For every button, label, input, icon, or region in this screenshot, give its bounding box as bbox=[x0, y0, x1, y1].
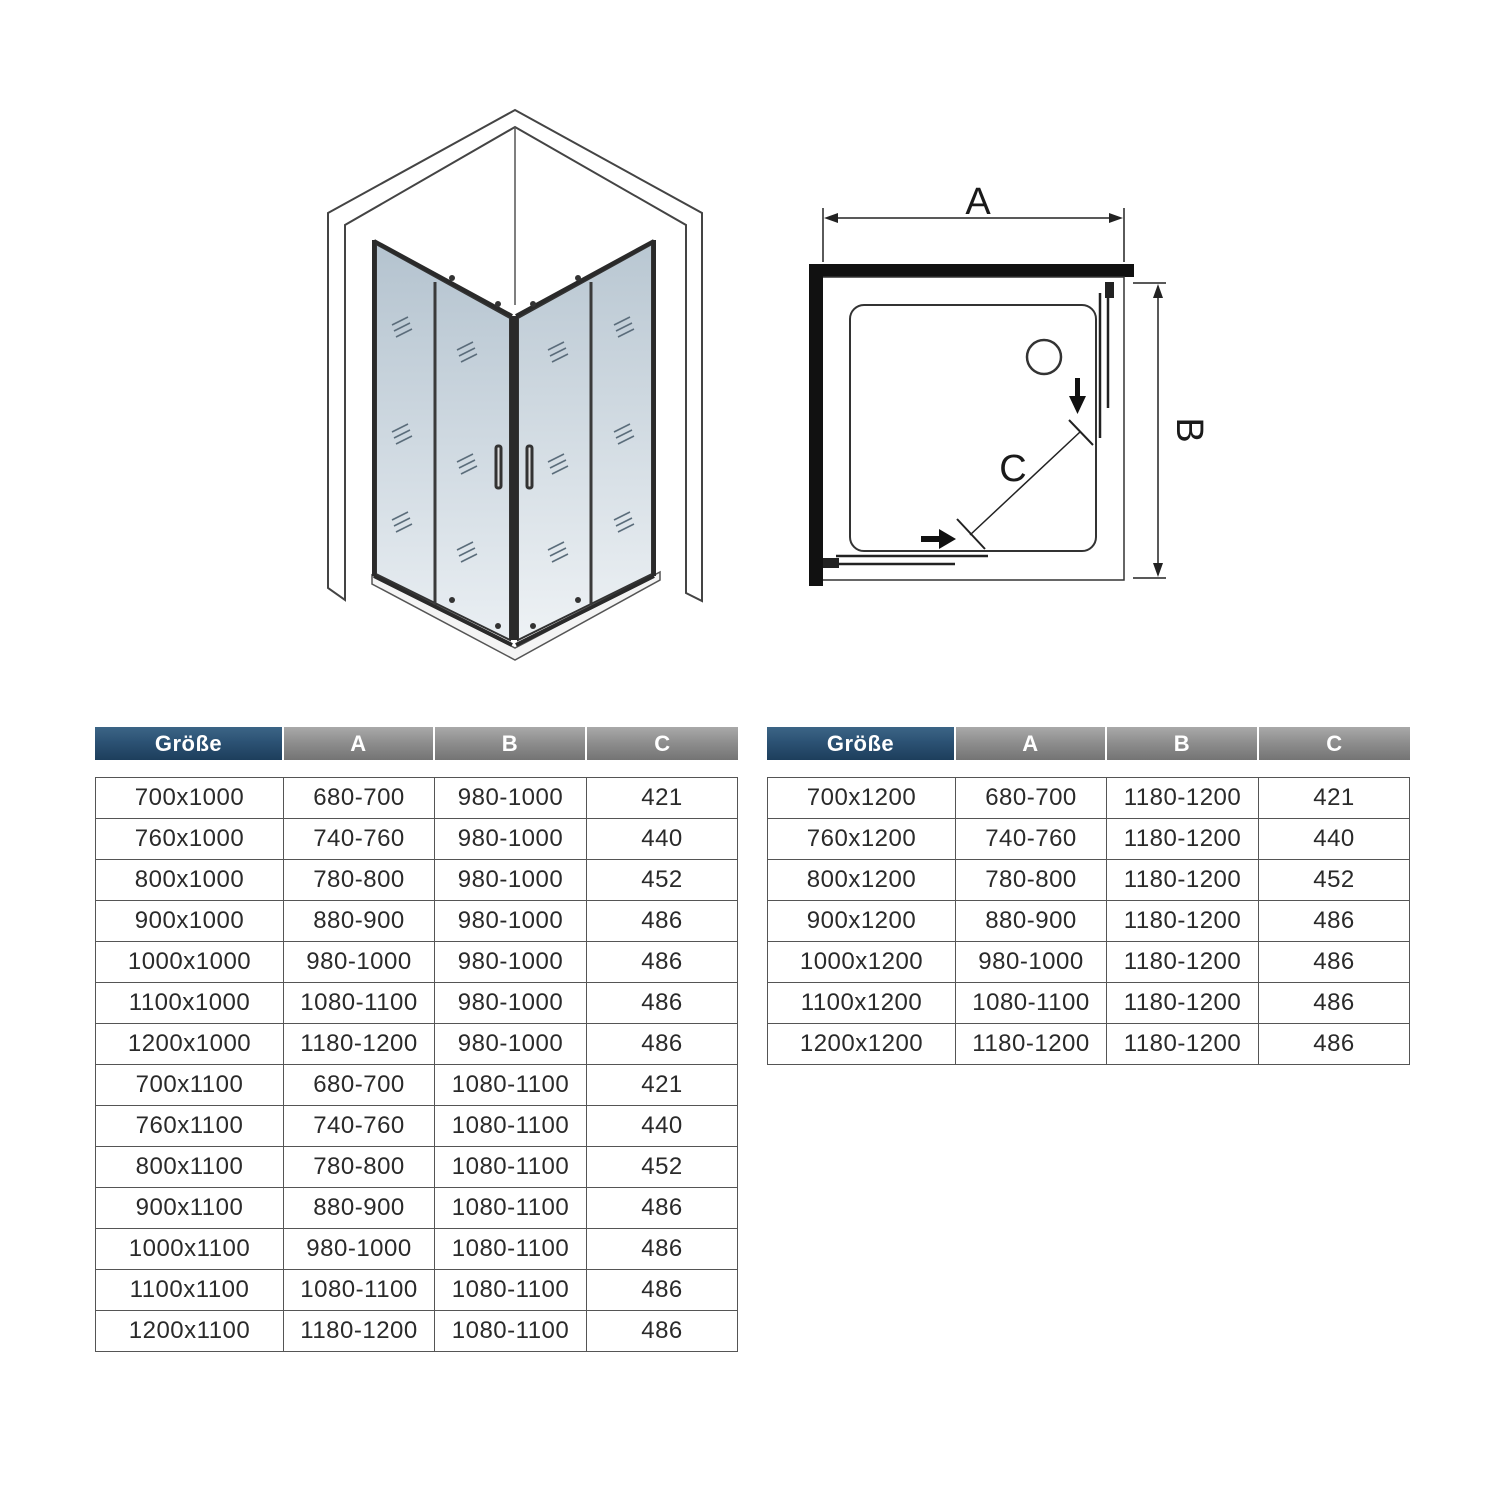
b-cell: 1180-1200 bbox=[1107, 1024, 1259, 1065]
c-cell: 486 bbox=[587, 901, 738, 942]
c-cell: 440 bbox=[587, 819, 738, 860]
c-cell: 486 bbox=[1259, 901, 1410, 942]
c-cell: 486 bbox=[587, 1188, 738, 1229]
table-row bbox=[767, 901, 1410, 942]
size-cell: 900x1000 bbox=[95, 901, 284, 942]
b-cell: 1080-1100 bbox=[435, 1065, 587, 1106]
c-cell: 421 bbox=[1259, 777, 1410, 819]
b-cell: 1080-1100 bbox=[435, 1270, 587, 1311]
header-c: C bbox=[587, 727, 738, 760]
back-wall bbox=[809, 264, 1134, 277]
c-cell: 452 bbox=[587, 1147, 738, 1188]
a-cell: 1180-1200 bbox=[284, 1024, 435, 1065]
a-cell: 680-700 bbox=[284, 777, 435, 819]
c-cell: 486 bbox=[1259, 942, 1410, 983]
header-b: B bbox=[435, 727, 587, 760]
table-row bbox=[95, 901, 738, 942]
table-row bbox=[767, 860, 1410, 901]
a-cell: 740-760 bbox=[284, 819, 435, 860]
c-cell: 486 bbox=[1259, 1024, 1410, 1065]
b-cell: 980-1000 bbox=[435, 901, 587, 942]
size-cell: 1100x1100 bbox=[95, 1270, 284, 1311]
dimension-b bbox=[1133, 283, 1166, 578]
a-cell: 680-700 bbox=[284, 1065, 435, 1106]
c-cell: 486 bbox=[587, 1270, 738, 1311]
opening-arrow-right-icon bbox=[921, 529, 956, 549]
size-table-1200 bbox=[767, 727, 1410, 1065]
table-spacer bbox=[95, 760, 738, 777]
a-cell: 980-1000 bbox=[284, 1229, 435, 1270]
a-cell: 780-800 bbox=[284, 1147, 435, 1188]
perspective-view bbox=[328, 110, 702, 660]
a-cell: 1180-1200 bbox=[956, 1024, 1107, 1065]
a-cell: 780-800 bbox=[284, 860, 435, 901]
size-cell: 1000x1000 bbox=[95, 942, 284, 983]
a-cell: 1080-1100 bbox=[956, 983, 1107, 1024]
c-cell: 421 bbox=[587, 1065, 738, 1106]
b-cell: 1080-1100 bbox=[435, 1188, 587, 1229]
size-cell: 1200x1100 bbox=[95, 1311, 284, 1352]
size-cell: 900x1100 bbox=[95, 1188, 284, 1229]
b-cell: 1180-1200 bbox=[1107, 983, 1259, 1024]
size-cell: 800x1200 bbox=[767, 860, 956, 901]
b-cell: 980-1000 bbox=[435, 819, 587, 860]
table-row bbox=[95, 983, 738, 1024]
b-cell: 1180-1200 bbox=[1107, 860, 1259, 901]
a-cell: 740-760 bbox=[956, 819, 1107, 860]
table-spacer-cell bbox=[767, 760, 1410, 777]
c-cell: 486 bbox=[587, 942, 738, 983]
size-cell: 1100x1200 bbox=[767, 983, 956, 1024]
b-cell: 1080-1100 bbox=[435, 1147, 587, 1188]
tray-basin bbox=[850, 305, 1096, 551]
b-cell: 1180-1200 bbox=[1107, 819, 1259, 860]
a-cell: 740-760 bbox=[284, 1106, 435, 1147]
header-size: Größe bbox=[95, 727, 284, 760]
table-row bbox=[95, 1106, 738, 1147]
header-c: C bbox=[1259, 727, 1410, 760]
size-cell: 1100x1000 bbox=[95, 983, 284, 1024]
size-table-1000-1100 bbox=[95, 727, 738, 1352]
table-row bbox=[767, 819, 1410, 860]
side-wall bbox=[809, 264, 823, 586]
b-cell: 980-1000 bbox=[435, 1024, 587, 1065]
c-cell: 452 bbox=[1259, 860, 1410, 901]
b-cell: 980-1000 bbox=[435, 983, 587, 1024]
b-cell: 1180-1200 bbox=[1107, 942, 1259, 983]
a-cell: 680-700 bbox=[956, 777, 1107, 819]
size-cell: 760x1100 bbox=[95, 1106, 284, 1147]
size-cell: 700x1100 bbox=[95, 1065, 284, 1106]
a-cell: 980-1000 bbox=[284, 942, 435, 983]
table-row bbox=[95, 1270, 738, 1311]
c-cell: 486 bbox=[1259, 983, 1410, 1024]
b-cell: 1080-1100 bbox=[435, 1106, 587, 1147]
a-cell: 780-800 bbox=[956, 860, 1107, 901]
b-cell: 1080-1100 bbox=[435, 1311, 587, 1352]
a-cell: 1080-1100 bbox=[284, 983, 435, 1024]
c-cell: 486 bbox=[587, 1024, 738, 1065]
table-row bbox=[95, 860, 738, 901]
c-cell: 486 bbox=[587, 983, 738, 1024]
size-cell: 1200x1000 bbox=[95, 1024, 284, 1065]
a-cell: 980-1000 bbox=[956, 942, 1107, 983]
header-b: B bbox=[1107, 727, 1259, 760]
c-cell: 452 bbox=[587, 860, 738, 901]
table-row bbox=[95, 1024, 738, 1065]
tray-outline bbox=[823, 277, 1124, 580]
a-cell: 880-900 bbox=[956, 901, 1107, 942]
c-cell: 440 bbox=[1259, 819, 1410, 860]
b-cell: 1180-1200 bbox=[1107, 777, 1259, 819]
table-header-row bbox=[767, 727, 1410, 760]
table-row bbox=[767, 942, 1410, 983]
table-row bbox=[95, 777, 738, 819]
c-cell: 421 bbox=[587, 777, 738, 819]
size-cell: 1000x1100 bbox=[95, 1229, 284, 1270]
table-row bbox=[95, 1147, 738, 1188]
b-cell: 1080-1100 bbox=[435, 1229, 587, 1270]
c-cell: 440 bbox=[587, 1106, 738, 1147]
size-cell: 1000x1200 bbox=[767, 942, 956, 983]
header-a: A bbox=[956, 727, 1107, 760]
table-spacer-cell bbox=[95, 760, 738, 777]
header-size: Größe bbox=[767, 727, 956, 760]
size-cell: 900x1200 bbox=[767, 901, 956, 942]
b-cell: 980-1000 bbox=[435, 777, 587, 819]
size-cell: 760x1000 bbox=[95, 819, 284, 860]
b-cell: 1180-1200 bbox=[1107, 901, 1259, 942]
a-cell: 1080-1100 bbox=[284, 1270, 435, 1311]
table-row bbox=[95, 1311, 738, 1352]
a-cell: 880-900 bbox=[284, 901, 435, 942]
c-cell: 486 bbox=[587, 1311, 738, 1352]
size-cell: 800x1100 bbox=[95, 1147, 284, 1188]
dimension-a-label: A bbox=[965, 181, 991, 223]
size-cell: 1200x1200 bbox=[767, 1024, 956, 1065]
table-header-row bbox=[95, 727, 738, 760]
size-cell: 800x1000 bbox=[95, 860, 284, 901]
shower-enclosure-illustration bbox=[0, 0, 1500, 700]
b-cell: 980-1000 bbox=[435, 942, 587, 983]
table-row bbox=[767, 983, 1410, 1024]
table-spacer bbox=[767, 760, 1410, 777]
a-cell: 880-900 bbox=[284, 1188, 435, 1229]
b-cell: 980-1000 bbox=[435, 860, 587, 901]
table-row bbox=[767, 777, 1410, 819]
size-cell: 700x1200 bbox=[767, 777, 956, 819]
table-row bbox=[95, 1229, 738, 1270]
c-cell: 486 bbox=[587, 1229, 738, 1270]
dimension-b-label: B bbox=[1168, 417, 1210, 443]
size-cell: 760x1200 bbox=[767, 819, 956, 860]
opening-arrow-down-icon bbox=[1069, 378, 1086, 414]
table-row bbox=[767, 1024, 1410, 1065]
header-a: A bbox=[284, 727, 435, 760]
table-row bbox=[95, 1188, 738, 1229]
plan-view bbox=[809, 181, 1210, 586]
table-row bbox=[95, 819, 738, 860]
size-cell: 700x1000 bbox=[95, 777, 284, 819]
drain-icon bbox=[1027, 340, 1061, 374]
dimension-c-label: C bbox=[999, 448, 1027, 490]
table-row bbox=[95, 1065, 738, 1106]
table-row bbox=[95, 942, 738, 983]
a-cell: 1180-1200 bbox=[284, 1311, 435, 1352]
